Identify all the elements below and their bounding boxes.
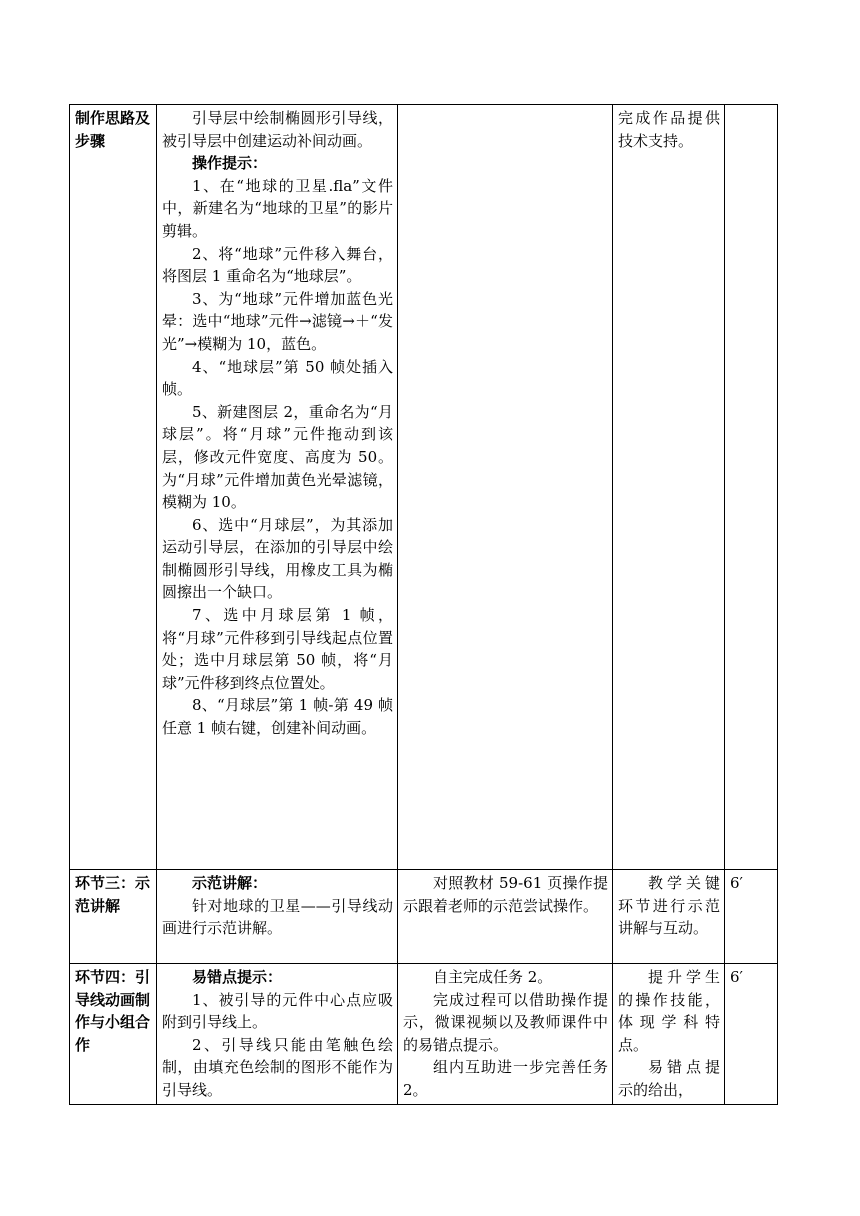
intent-text: 易错点提示的给出， bbox=[618, 1058, 720, 1099]
section-heading: 易错点提示： bbox=[192, 968, 283, 986]
step-text: 1、在“地球的卫星.fla”文件中，新建名为“地球的卫星”的影片剪辑。 bbox=[162, 176, 393, 240]
step-text: 8、“月球层”第 1 帧-第 49 帧任意 1 帧右键，创建补间动画。 bbox=[162, 696, 393, 738]
intent-cell bbox=[613, 105, 725, 870]
paragraph: 引导层中绘制椭圆形引导线，被引导层中创建运动补间动画。 bbox=[162, 109, 393, 150]
time-value: 6′ bbox=[730, 968, 743, 986]
section-heading: 操作提示： bbox=[192, 154, 268, 173]
student-activity-cell bbox=[398, 964, 613, 1105]
student-text: 完成过程可以借助操作提示，微课视频以及教师课件中的易错点提示。 bbox=[403, 990, 608, 1054]
table-row bbox=[70, 964, 778, 1105]
table-row bbox=[70, 105, 778, 870]
time-cell bbox=[725, 870, 778, 964]
step-text: 5、新建图层 2，重命名为“月球层”。将“月球”元件拖动到该层，修改元件宽度、高度为 50。为“月球”元件增加黄色光晕滤镜，模糊为 10。 bbox=[162, 402, 393, 512]
paragraph: 1、被引导的元件中心点应吸附到引导线上。 bbox=[162, 990, 393, 1032]
student-activity-cell bbox=[398, 870, 613, 964]
step-text: 4、“地球层”第 50 帧处插入帧。 bbox=[162, 357, 393, 399]
intent-text: 完成作品提供技术支持。 bbox=[618, 109, 720, 150]
paragraph: 2、引导线只能由笔触色绘制，由填充色绘制的图形不能作为引导线。 bbox=[162, 1035, 393, 1099]
student-text: 对照教材 59-61 页操作提示跟着老师的示范尝试操作。 bbox=[403, 874, 608, 915]
time-cell bbox=[725, 105, 778, 870]
student-text: 自主完成任务 2。 bbox=[433, 968, 553, 986]
student-text: 组内互助进一步完善任务 2。 bbox=[403, 1058, 608, 1099]
section-cell bbox=[70, 105, 157, 870]
step-text: 3、为“地球”元件增加蓝色光晕：选中“地球”元件→滤镜→＋“发光”→模糊为 10，蓝色。 bbox=[162, 289, 393, 353]
time-value: 6′ bbox=[730, 874, 743, 892]
section-cell bbox=[70, 964, 157, 1105]
section-cell bbox=[70, 870, 157, 964]
section-heading: 示范讲解： bbox=[192, 874, 268, 892]
section-title: 环节三：示范讲解 bbox=[75, 874, 151, 915]
time-cell bbox=[725, 964, 778, 1105]
intent-cell bbox=[613, 964, 725, 1105]
content-cell bbox=[157, 870, 398, 964]
intent-cell bbox=[613, 870, 725, 964]
step-text: 2、将“地球”元件移入舞台，将图层 1 重命名为“地球层”。 bbox=[162, 244, 393, 286]
content-cell bbox=[157, 105, 398, 870]
content-cell bbox=[157, 964, 398, 1105]
section-title: 制作思路及步骤 bbox=[75, 109, 151, 150]
intent-text: 提升学生的操作技能，体现学科特点。 bbox=[618, 968, 720, 1054]
student-activity-cell bbox=[398, 105, 613, 870]
paragraph: 针对地球的卫星——引导线动画进行示范讲解。 bbox=[162, 896, 393, 938]
section-title: 环节四：引导线动画制作与小组合作 bbox=[75, 968, 151, 1054]
step-text: 6、选中“月球层”，为其添加运动引导层，在添加的引导层中绘制椭圆形引导线，用橡皮工具为椭圆擦出一个缺口。 bbox=[162, 515, 393, 602]
intent-text: 教学关键环节进行示范讲解与互动。 bbox=[618, 874, 720, 938]
lesson-plan-table bbox=[69, 104, 778, 1105]
step-text: 7、选中月球层第 1 帧，将“月球”元件移到引导线起点位置处；选中月球层第 50 帧，将“月球”元件移到终点位置处。 bbox=[162, 606, 393, 692]
table-row bbox=[70, 870, 778, 964]
